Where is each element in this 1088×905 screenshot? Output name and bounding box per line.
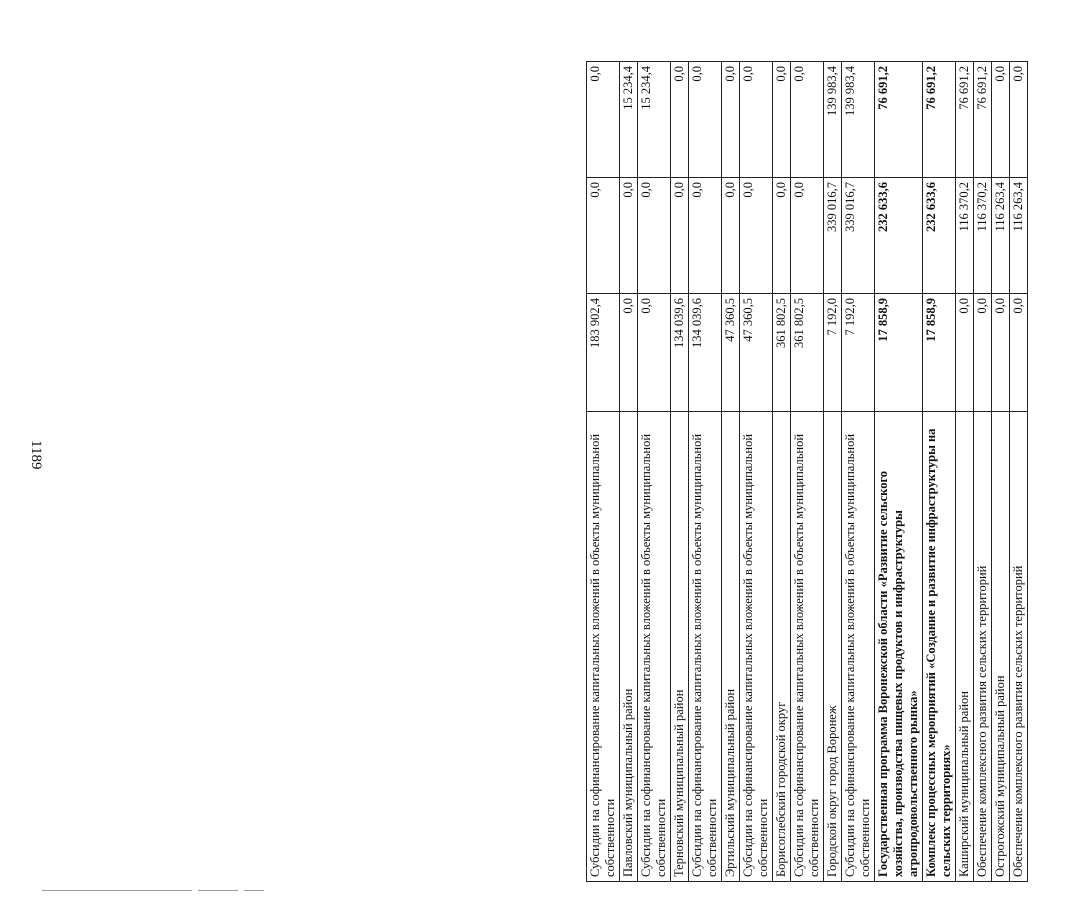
value-cell-col1: 0,0	[992, 294, 1010, 412]
value-cell-col2: 0,0	[791, 178, 824, 294]
value-cell-col2: 116 263,4	[992, 178, 1010, 294]
value-cell-col2: 339 016,7	[824, 178, 842, 294]
value-cell-col3: 76 691,2	[974, 62, 992, 178]
row-name-cell: Каширский муниципальный район	[956, 412, 974, 882]
table-row	[689, 62, 722, 882]
value-cell-col3: 15 234,4	[620, 62, 638, 178]
table-row	[773, 62, 791, 882]
value-cell-col3: 139 983,4	[842, 62, 875, 178]
value-cell-col2: 116 263,4	[1010, 178, 1028, 294]
value-cell-col3: 0,0	[722, 62, 740, 178]
value-cell-col2: 116 370,2	[974, 178, 992, 294]
value-cell-col3: 0,0	[689, 62, 722, 178]
value-cell-col3: 0,0	[992, 62, 1010, 178]
value-cell-col3: 15 234,4	[638, 62, 671, 178]
value-cell-col1: 17 858,9	[923, 294, 956, 412]
value-cell-col1: 0,0	[1010, 294, 1028, 412]
value-cell-col3: 0,0	[791, 62, 824, 178]
value-cell-col2: 0,0	[620, 178, 638, 294]
value-cell-col3: 0,0	[671, 62, 689, 178]
value-cell-col1: 134 039,6	[671, 294, 689, 412]
value-cell-col2: 0,0	[722, 178, 740, 294]
value-cell-col3: 76 691,2	[875, 62, 923, 178]
value-cell-col1: 361 802,5	[773, 294, 791, 412]
value-cell-col1: 361 802,5	[791, 294, 824, 412]
footer-rule	[42, 878, 270, 896]
table-row	[587, 62, 620, 882]
table-row	[638, 62, 671, 882]
value-cell-col3: 76 691,2	[956, 62, 974, 178]
value-cell-col3: 0,0	[740, 62, 773, 178]
value-cell-col2: 116 370,2	[956, 178, 974, 294]
row-name-cell: Субсидии на софинансирование капитальных вложений в объекты муниципальной собственности	[740, 412, 773, 882]
value-cell-col2: 0,0	[689, 178, 722, 294]
value-cell-col3: 139 983,4	[824, 62, 842, 178]
value-cell-col2: 0,0	[638, 178, 671, 294]
value-cell-col1: 7 192,0	[824, 294, 842, 412]
value-cell-col1: 17 858,9	[875, 294, 923, 412]
value-cell-col2: 0,0	[587, 178, 620, 294]
row-name-cell: Субсидии на софинансирование капитальных вложений в объекты муниципальной собственности	[587, 412, 620, 882]
value-cell-col2: 232 633,6	[875, 178, 923, 294]
row-name-cell: Обеспечение комплексного развития сельских территорий	[1010, 412, 1028, 882]
budget-table	[586, 61, 1028, 882]
value-cell-col1: 0,0	[620, 294, 638, 412]
table-row	[956, 62, 974, 882]
value-cell-col3: 0,0	[1010, 62, 1028, 178]
value-cell-col3: 0,0	[773, 62, 791, 178]
row-name-cell: Острогожский муниципальный район	[992, 412, 1010, 882]
row-name-cell: Обеспечение комплексного развития сельских территорий	[974, 412, 992, 882]
value-cell-col3: 76 691,2	[923, 62, 956, 178]
table-row	[722, 62, 740, 882]
row-name-cell: Государственная программа Воронежской области «Развитие сельского хозяйства, производства пищевых продуктов и инфраструктуры агропродовольственного рынка»	[875, 412, 923, 882]
value-cell-col1: 0,0	[638, 294, 671, 412]
table-row	[923, 62, 956, 882]
table-row	[620, 62, 638, 882]
value-cell-col1: 47 360,5	[722, 294, 740, 412]
table-row	[824, 62, 842, 882]
value-cell-col1: 0,0	[974, 294, 992, 412]
table-row	[740, 62, 773, 882]
row-name-cell: Субсидии на софинансирование капитальных вложений в объекты муниципальной собственности	[842, 412, 875, 882]
table-row	[842, 62, 875, 882]
row-name-cell: Борисоглебский городской округ	[773, 412, 791, 882]
value-cell-col2: 0,0	[773, 178, 791, 294]
value-cell-col2: 0,0	[671, 178, 689, 294]
value-cell-col2: 0,0	[740, 178, 773, 294]
value-cell-col2: 339 016,7	[842, 178, 875, 294]
row-name-cell: Субсидии на софинансирование капитальных вложений в объекты муниципальной собственности	[791, 412, 824, 882]
budget-table-body	[587, 62, 1028, 882]
table-row	[1010, 62, 1028, 882]
page-number: 1189	[28, 440, 44, 470]
value-cell-col1: 7 192,0	[842, 294, 875, 412]
value-cell-col1: 134 039,6	[689, 294, 722, 412]
row-name-cell: Субсидии на софинансирование капитальных вложений в объекты муниципальной собственности	[689, 412, 722, 882]
row-name-cell: Комплекс процессных мероприятий «Создание и развитие инфраструктуры на сельских территориях»	[923, 412, 956, 882]
table-row	[875, 62, 923, 882]
row-name-cell: Павловский муниципальный район	[620, 412, 638, 882]
value-cell-col1: 47 360,5	[740, 294, 773, 412]
row-name-cell: Субсидии на софинансирование капитальных вложений в объекты муниципальной собственности	[638, 412, 671, 882]
table-row	[671, 62, 689, 882]
table-row	[791, 62, 824, 882]
table-row	[974, 62, 992, 882]
row-name-cell: Городской округ город Воронеж	[824, 412, 842, 882]
value-cell-col1: 0,0	[956, 294, 974, 412]
budget-table-rotated	[586, 62, 1088, 882]
value-cell-col2: 232 633,6	[923, 178, 956, 294]
row-name-cell: Терновский муниципальный район	[671, 412, 689, 882]
table-row	[992, 62, 1010, 882]
row-name-cell: Эртильский муниципальный район	[722, 412, 740, 882]
value-cell-col3: 0,0	[587, 62, 620, 178]
value-cell-col1: 183 902,4	[587, 294, 620, 412]
